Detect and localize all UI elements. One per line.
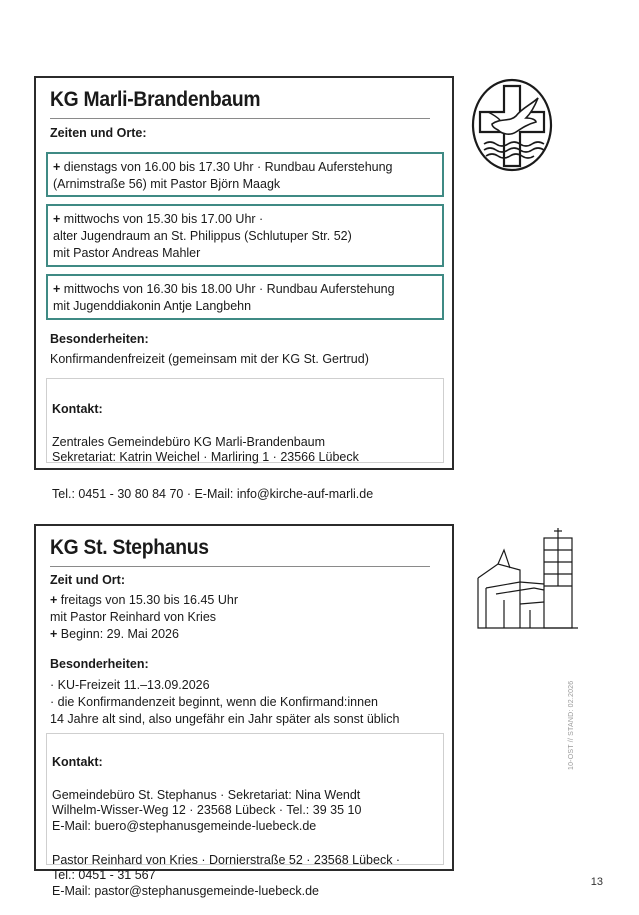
card1-title-wrap	[50, 88, 279, 112]
church-building-icon	[474, 524, 580, 630]
plus-bullet: +	[53, 160, 61, 174]
card1-contact-box	[46, 378, 444, 501]
card2-contact-office: Gemeindebüro St. Stephanus · Sekretariat: Nina Wendt Wilhelm-Wisser-Weg 12 · 23568 Lübeck · Tel.: 39 35 10 E-Mail: buero@stephanusgemeinde-luebeck.de	[52, 787, 362, 833]
card2-contact-pastor: Pastor Reinhard von Kries · Dornierstraße 52 · 23568 Lübeck · Tel.: 0451 - 31 567 E-Mail: pastor@stephanusgemeinde-luebeck.de	[52, 852, 401, 898]
card1-contact-phone: Tel.: 0451 - 30 80 84 70 · E-Mail: info@kirche-auf-marli.de	[52, 487, 374, 501]
card-marli-brandenbaum	[34, 76, 454, 501]
page-number: 13	[590, 876, 603, 888]
slot-text: dienstags von 16.00 bis 17.30 Uhr · Rundbau Auferstehung (Arnimstraße 56) mit Pastor Björn Maagk	[53, 160, 393, 191]
card1-special-heading: Besonderheiten:	[50, 332, 149, 346]
slot-text: freitags von 15.30 bis 16.45 Uhr mit Pastor Reinhard von Kries	[50, 593, 238, 624]
slot-text: mittwochs von 16.30 bis 18.00 Uhr · Rundbau Auferstehung mit Jugenddiakonin Antje Langbehn	[53, 282, 395, 313]
card1-contact-address: Zentrales Gemeindebüro KG Marli-Brandenbaum Sekretariat: Katrin Weichel · Marliring 1 · 23566 Lübeck	[52, 435, 359, 464]
card2-slot-a	[50, 592, 238, 626]
card2-slot-b	[50, 626, 179, 643]
plus-bullet: +	[50, 627, 58, 641]
card2-special-text: · KU-Freizeit 11.–13.09.2026 · die Konfirmandenzeit beginnt, wenn die Konfirmand:innen 14 Jahre alt sind, also ungefähr ein Jahr später als sonst üblich	[50, 678, 400, 726]
card1-slot-1	[46, 152, 444, 197]
card2-contact-box	[46, 733, 444, 898]
card2-special-heading: Besonderheiten:	[50, 657, 149, 671]
card1-slot-2	[46, 204, 444, 267]
plus-bullet: +	[53, 212, 61, 226]
card1-special-text: Konfirmandenfreizeit (gemeinsam mit der KG St. Gertrud)	[50, 352, 369, 366]
card2-title-rule	[50, 566, 430, 567]
card1-slot-3	[46, 274, 444, 320]
plus-bullet: +	[50, 593, 58, 607]
card1-contact-heading: Kontakt:	[52, 402, 103, 416]
slot-text: Beginn: 29. Mai 2026	[60, 627, 179, 641]
card2-title: KG St. Stephanus	[50, 536, 209, 559]
slot-text: mittwochs von 15.30 bis 17.00 Uhr · alter Jugendraum an St. Philippus (Schlutuper Str. 52) mit Pastor Andreas Mahler	[53, 212, 352, 260]
card2-contact-heading: Kontakt:	[52, 754, 103, 769]
card-st-stephanus	[34, 524, 454, 898]
dove-cross-logo-icon	[470, 76, 554, 174]
plus-bullet: +	[53, 282, 61, 296]
card1-title: KG Marli-Brandenbaum	[50, 88, 261, 111]
card1-times-heading: Zeiten und Orte:	[50, 126, 147, 140]
side-note: 10-OST // STAND: 02.2026	[568, 680, 575, 770]
card1-title-rule	[50, 118, 430, 119]
card2-time-heading: Zeit und Ort:	[50, 573, 125, 587]
card2-title-wrap	[50, 536, 223, 560]
